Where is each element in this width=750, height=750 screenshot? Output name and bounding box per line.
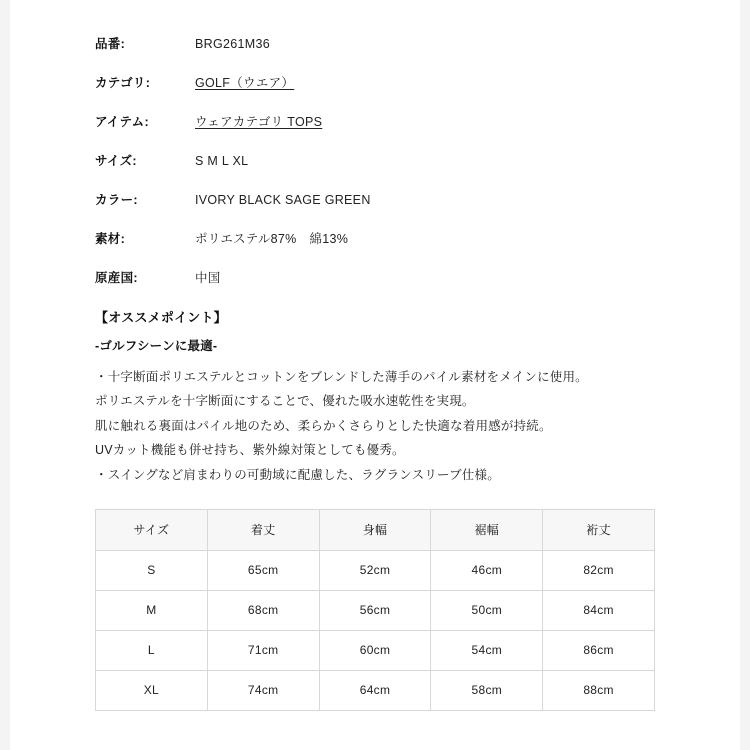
right-page-edge xyxy=(740,0,750,750)
content-area xyxy=(95,34,655,711)
left-page-edge xyxy=(0,0,10,750)
spec-label-size: サイズ: xyxy=(95,154,137,168)
table-cell: 88cm xyxy=(543,670,655,710)
spec-value-size: S M L XL xyxy=(195,154,249,168)
recommend-section xyxy=(95,307,655,487)
table-header-cell: サイズ xyxy=(96,509,208,550)
spec-value-category[interactable]: GOLF（ウエア） xyxy=(195,76,295,90)
table-cell: 84cm xyxy=(543,590,655,630)
table-cell: 54cm xyxy=(431,630,543,670)
spec-label-item: アイテム: xyxy=(95,115,149,129)
table-cell: 50cm xyxy=(431,590,543,630)
table-header-cell: 着丈 xyxy=(207,509,319,550)
table-cell: 64cm xyxy=(319,670,431,710)
table-cell: 46cm xyxy=(431,550,543,590)
table-cell: 71cm xyxy=(207,630,319,670)
spec-value-origin: 中国 xyxy=(195,271,221,285)
spec-value-product-number: BRG261M36 xyxy=(195,37,270,51)
table-row xyxy=(96,630,655,670)
spec-row xyxy=(95,34,655,52)
table-cell-size: L xyxy=(96,630,208,670)
size-table-wrapper xyxy=(95,509,655,711)
table-header-cell: 裄丈 xyxy=(543,509,655,550)
recommend-title: 【オススメポイント】 xyxy=(95,310,227,325)
table-cell-size: XL xyxy=(96,670,208,710)
table-cell: 82cm xyxy=(543,550,655,590)
recommend-subtitle: -ゴルフシーンに最適- xyxy=(95,339,218,353)
table-cell: 74cm xyxy=(207,670,319,710)
spec-label-color: カラー: xyxy=(95,193,138,207)
spec-value-color: IVORY BLACK SAGE GREEN xyxy=(195,193,371,207)
spec-label-material: 素材: xyxy=(95,232,126,246)
spec-label-category: カテゴリ: xyxy=(95,76,151,90)
specification-list xyxy=(95,34,655,286)
spec-row xyxy=(95,73,655,91)
spec-row xyxy=(95,112,655,130)
spec-label-origin: 原産国: xyxy=(95,271,138,285)
table-row xyxy=(96,590,655,630)
table-cell: 60cm xyxy=(319,630,431,670)
spec-label-product-number: 品番: xyxy=(95,37,126,51)
recommend-line: ポリエステルを十字断面にすることで、優れた吸水速乾性を実現。 xyxy=(95,394,475,409)
table-cell: 52cm xyxy=(319,550,431,590)
size-table xyxy=(95,509,655,711)
table-cell-size: S xyxy=(96,550,208,590)
table-row xyxy=(96,550,655,590)
recommend-line: 肌に触れる裏面はパイル地のため、柔らかくさらりとした快適な着用感が持続。 xyxy=(95,418,552,433)
spec-row xyxy=(95,190,655,208)
table-header-row xyxy=(96,509,655,550)
recommend-line: ・スイングなど肩まわりの可動域に配慮した、ラグランスリーブ仕様。 xyxy=(95,467,500,482)
table-cell: 58cm xyxy=(431,670,543,710)
table-cell: 56cm xyxy=(319,590,431,630)
table-cell: 86cm xyxy=(543,630,655,670)
spec-value-item[interactable]: ウェアカテゴリ TOPS xyxy=(195,115,323,129)
table-header-cell: 裾幅 xyxy=(431,509,543,550)
table-header-cell: 身幅 xyxy=(319,509,431,550)
spec-row xyxy=(95,268,655,286)
spec-row xyxy=(95,151,655,169)
spec-row xyxy=(95,229,655,247)
recommend-line: UVカット機能も併せ持ち、紫外線対策としても優秀。 xyxy=(95,443,405,458)
table-row xyxy=(96,670,655,710)
spec-value-material: ポリエステル87% 綿13% xyxy=(195,232,349,246)
table-cell: 65cm xyxy=(207,550,319,590)
recommend-line: ・十字断面ポリエステルとコットンをブレンドした薄手のパイル素材をメインに使用。 xyxy=(95,370,588,384)
table-cell: 68cm xyxy=(207,590,319,630)
table-cell-size: M xyxy=(96,590,208,630)
